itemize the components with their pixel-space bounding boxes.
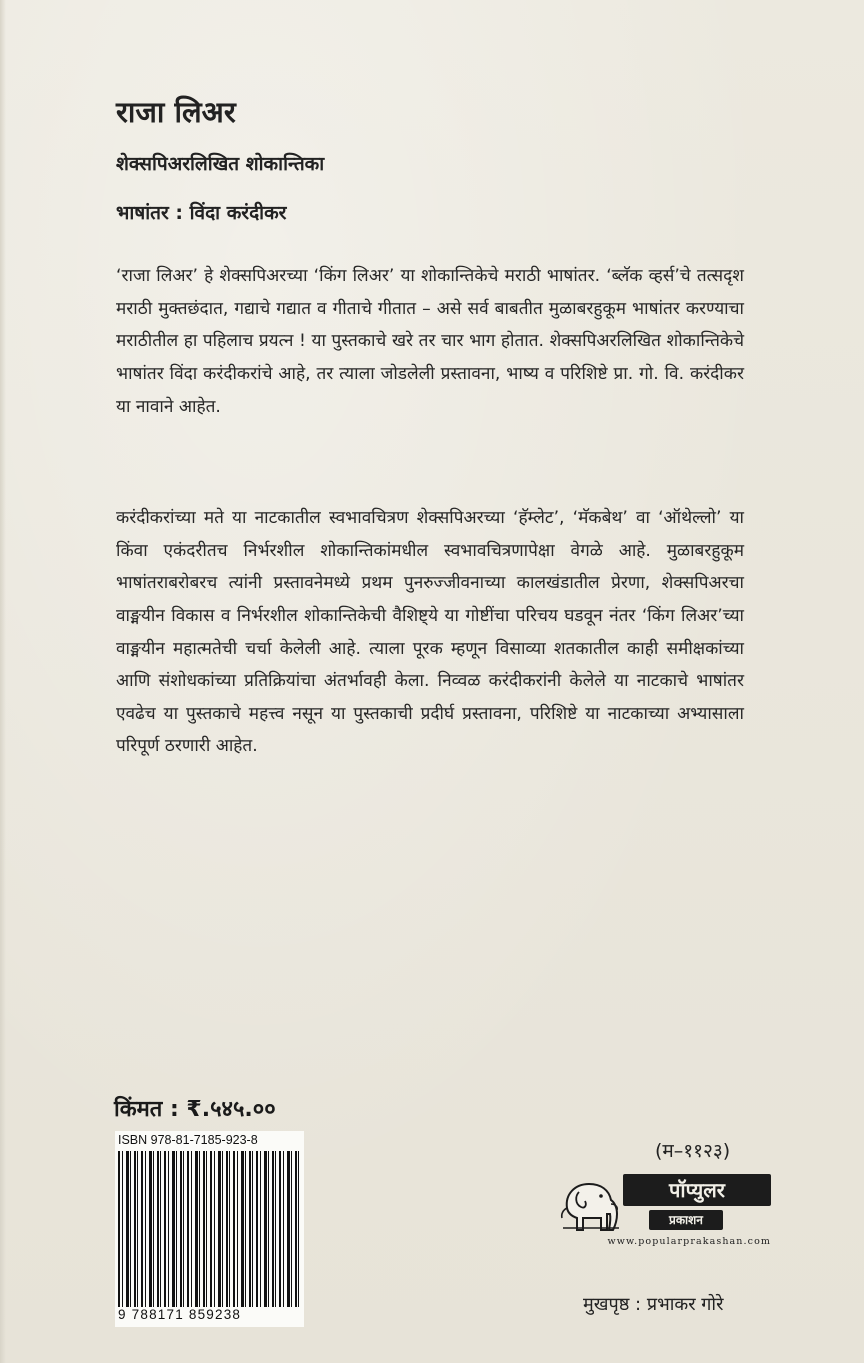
blurb-paragraph-2: करंदीकरांच्या मते या नाटकातील स्वभावचित्रण शेक्सपिअरच्या ‘हॅम्लेट’, ‘मॅकबेथ’ वा ‘ऑथेल्लो’ या किंवा एकंदरीतच निर्भरशील शोकान्तिकांमधील स्वभावचित्रणापेक्षा वेगळे आहे. मुळाबरहुकूम भाषांतराबरोबरच त्यांनी प्रस्तावनेमध्ये प्रथम पुनरुज्जीवनाच्या कालखंडातील प्रेरणा, शेक्सपिअरचा वाङ्मयीन विकास व निर्भरशील शोकान्तिकेची वैशिष्ट्ये या गोष्टींचा परिचय घडवून नंतर ‘किंग लिअर’च्या वाङ्मयीन महात्मतेची चर्चा केलेली आहे. त्याला पूरक म्हणून विसाव्या शतकातील काही समीक्षकांच्या आणि संशोधकांच्या प्रतिक्रियांचा अंतर्भावही केला. निव्वळ करंदीकरांनी केलेले या नाटकाचे भाषांतर एवढेच या पुस्तकाचे महत्त्व नसून या पुस्तकाची प्रदीर्घ प्रस्तावना, परिशिष्टे या नाटकाच्या अभ्यासाला परिपूर्ण ठरणारी आहेत. <box>116 508 744 757</box>
isbn-label: ISBN 978-81-7185-923-8 <box>118 1133 258 1147</box>
isbn-barcode <box>115 1131 304 1327</box>
cover-credit: मुखपृष्ठ : प्रभाकर गोरे <box>583 1294 724 1315</box>
publisher-website[interactable]: www.popularprakashan.com <box>607 1236 771 1247</box>
blurb-paragraph-1: ‘राजा लिअर’ हे शेक्सपिअरच्या ‘किंग लिअर’ या शोकान्तिकेचे मराठी भाषांतर. ‘ब्लॅक व्हर्स’चे तत्सदृश मराठी मुक्तछंदात, गद्याचे गद्यात व गीताचे गीतात – असे सर्व बाबतीत मुळाबरहुकूम भाषांतर करण्याचा मराठीतील हा पहिलाच प्रयत्न ! या पुस्तकाचे खरे तर चार भाग होतात. शेक्सपिअरलिखित शोकान्तिकेचे भाषांतर विंदा करंदीकरांचे आहे, तर त्याला जोडलेली प्रस्तावना, भाष्य व परिशिष्टे प्रा. गो. वि. करंदीकर या नावाने आहेत. <box>116 266 744 417</box>
book-header <box>116 92 756 224</box>
publisher-name: पॉप्युलर <box>623 1174 771 1206</box>
isbn-digits: 9 788171 859238 <box>118 1307 301 1322</box>
translator-credit: भाषांतर : विंदा करंदीकर <box>116 202 287 224</box>
elephant-icon <box>557 1174 623 1236</box>
barcode-bars <box>118 1151 301 1307</box>
book-title: राजा लिअर <box>116 95 236 129</box>
catalog-code: (म–११२३) <box>655 1140 731 1162</box>
book-subtitle: शेक्सपिअरलिखित शोकान्तिका <box>116 153 325 175</box>
price-label: किंमत : ₹.५४५.०० <box>114 1097 276 1122</box>
publisher-sub: प्रकाशन <box>649 1210 723 1230</box>
publisher-logo <box>557 1174 771 1260</box>
